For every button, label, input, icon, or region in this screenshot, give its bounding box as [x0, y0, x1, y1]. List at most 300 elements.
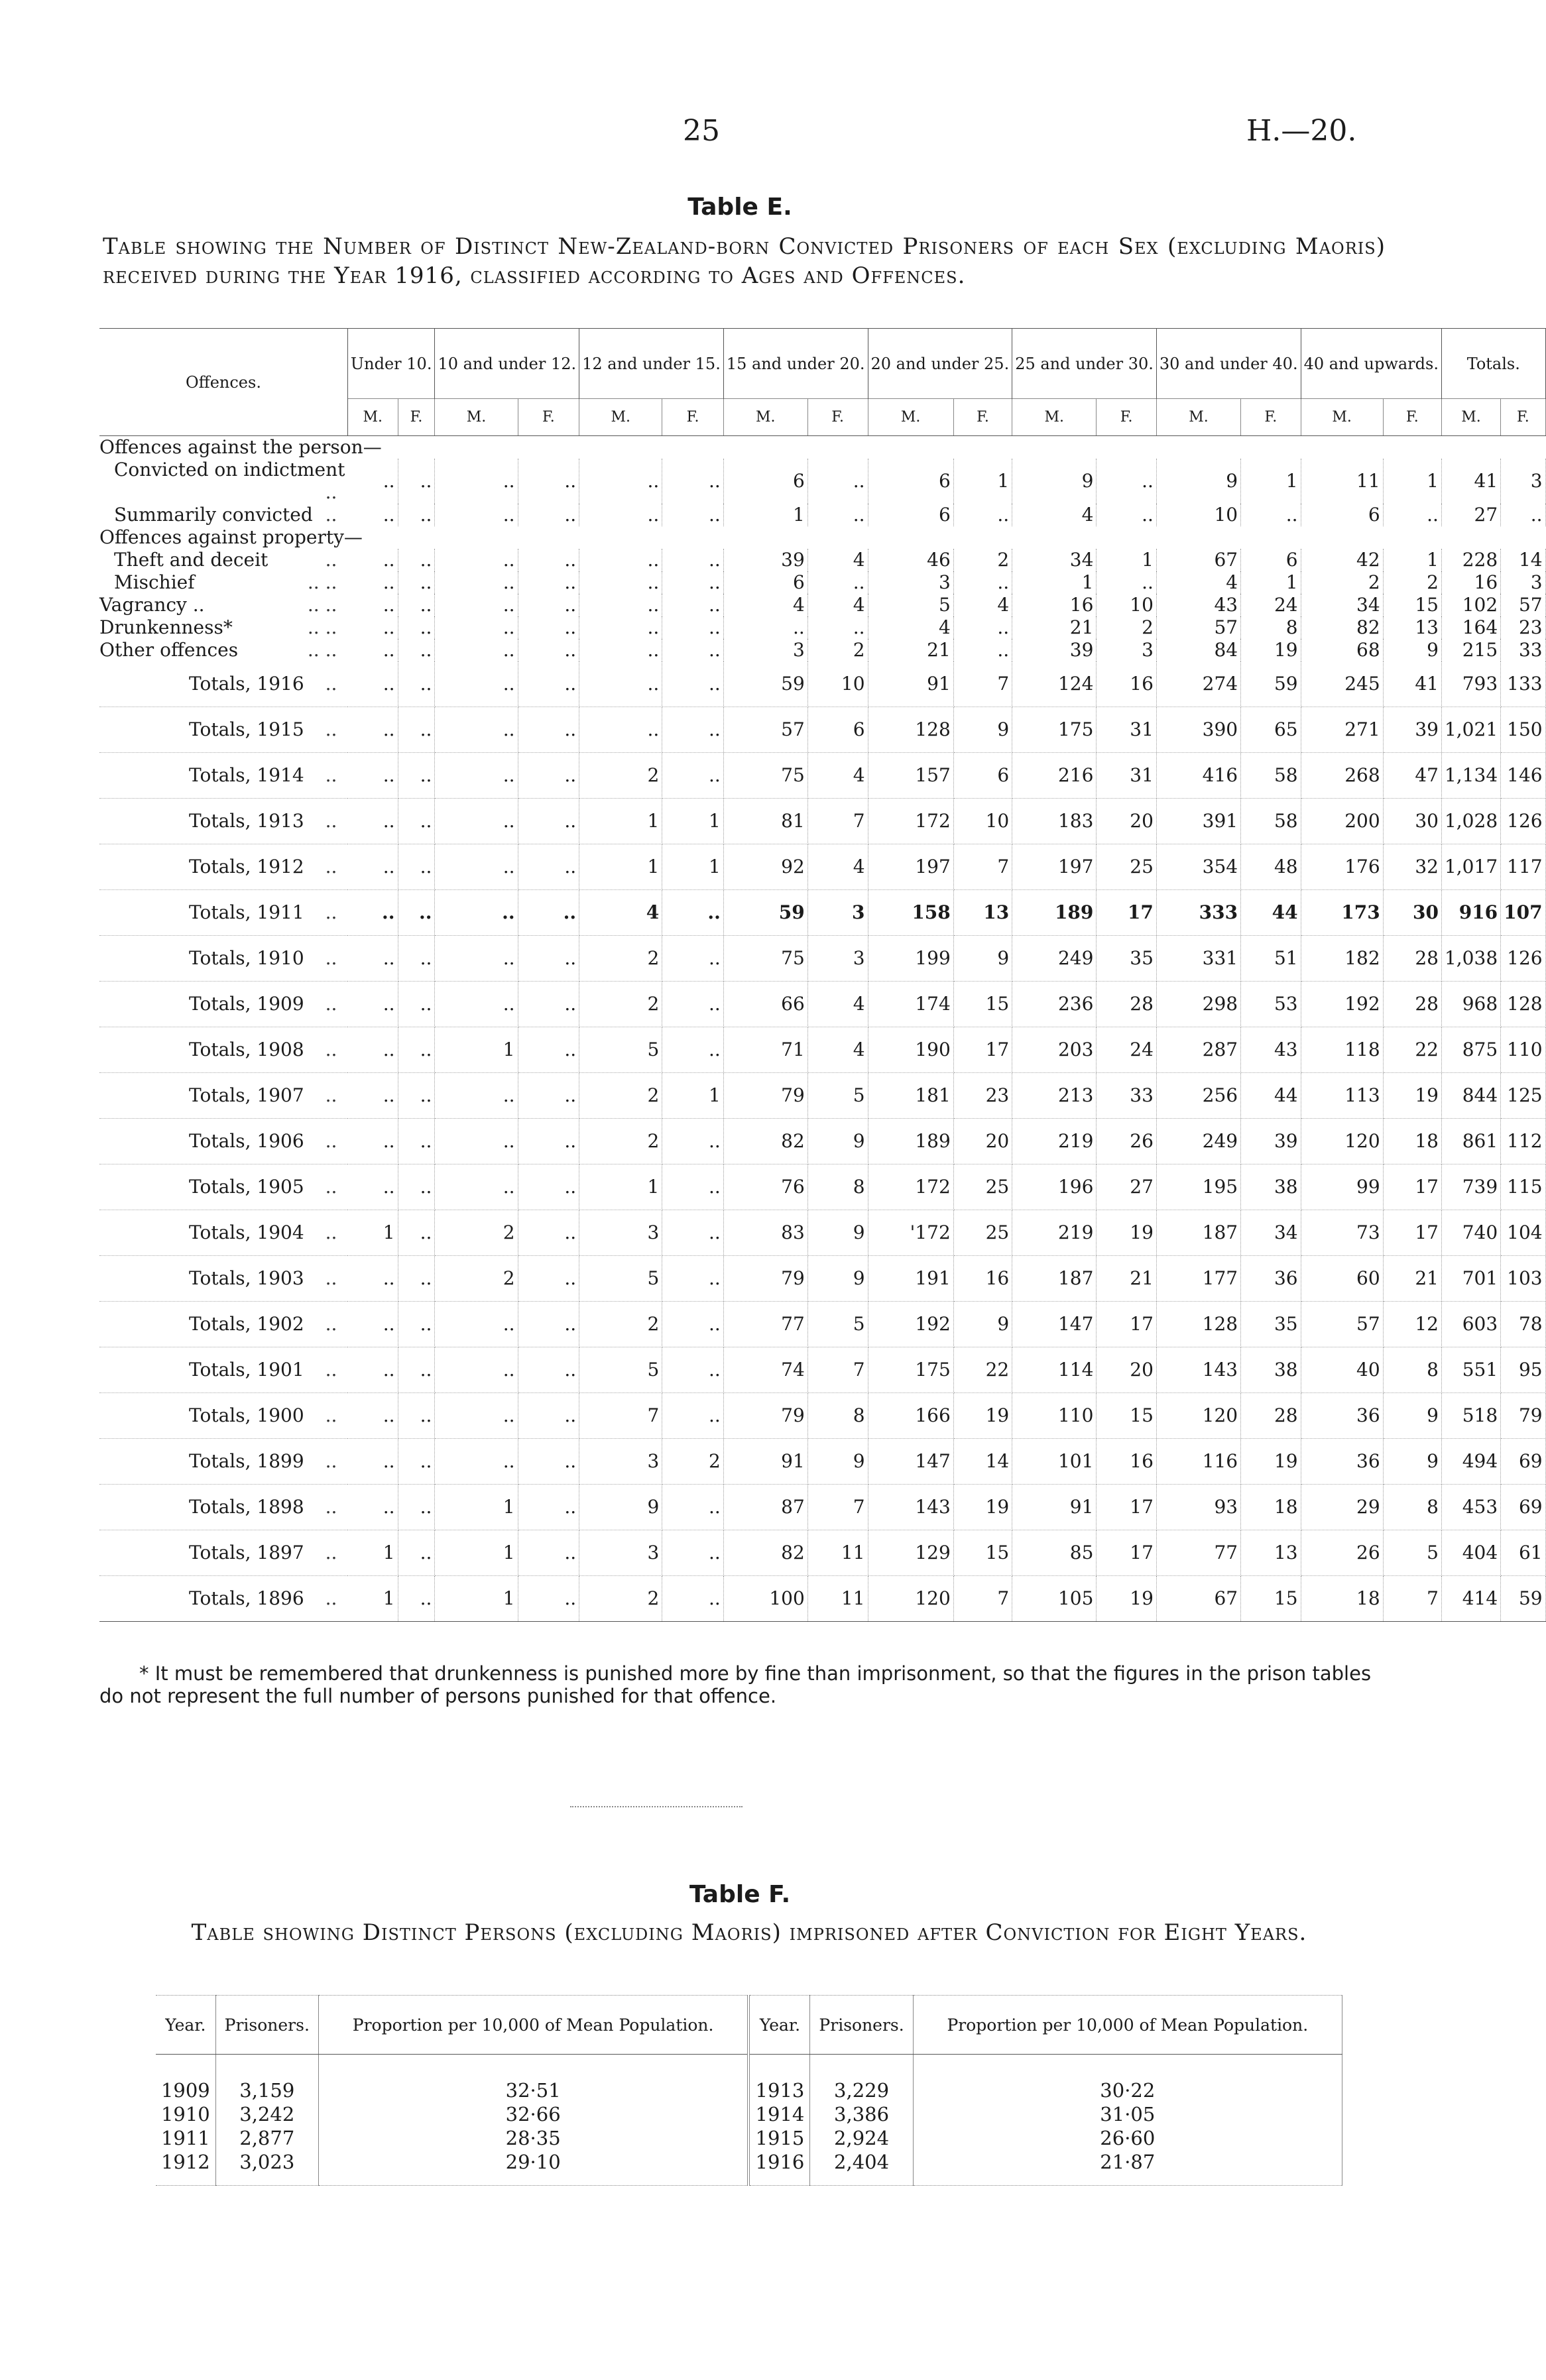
leader-dots: ..	[325, 718, 337, 740]
table-cell: ..	[347, 549, 398, 571]
table-cell: ..	[347, 1438, 398, 1484]
table-cell: 13	[1241, 1530, 1301, 1575]
leader-dots: ..	[325, 856, 337, 878]
totals-label	[99, 1118, 347, 1164]
table-cell: 110	[1501, 1027, 1545, 1072]
table-cell: 17	[1097, 1484, 1156, 1530]
table-cell: 51	[1241, 935, 1301, 981]
table-cell: ..	[435, 571, 518, 594]
totals-label-text: Totals, 1909	[189, 993, 304, 1015]
offence-row	[99, 459, 1545, 504]
table-f-cell: 32·51	[318, 2078, 748, 2102]
table-cell: 17	[1383, 1210, 1441, 1255]
table-cell: 133	[1501, 661, 1545, 707]
table-cell: 68	[1301, 639, 1383, 661]
totals-row	[99, 1255, 1545, 1301]
table-cell: 190	[868, 1027, 953, 1072]
table-cell: ..	[398, 1575, 435, 1621]
table-cell: 15	[1097, 1392, 1156, 1438]
female-column-header: F.	[1501, 399, 1545, 436]
table-cell: 2	[579, 1575, 662, 1621]
table-cell: 128	[1156, 1301, 1240, 1347]
table-cell: 215	[1441, 639, 1500, 661]
offence-label-text: Convicted on indictment	[114, 458, 345, 481]
table-cell: ..	[398, 1530, 435, 1575]
table-cell: ..	[398, 1347, 435, 1392]
table-cell: 21	[1383, 1255, 1441, 1301]
table-cell: 95	[1501, 1347, 1545, 1392]
table-cell: 9	[807, 1255, 868, 1301]
totals-row	[99, 661, 1545, 707]
table-cell: ..	[662, 1118, 724, 1164]
leader-dots: ..	[325, 1130, 337, 1152]
table-cell: ..	[518, 459, 579, 504]
table-cell: ..	[953, 571, 1012, 594]
offence-label	[99, 504, 347, 526]
table-cell: ..	[435, 1301, 518, 1347]
table-cell: 1	[723, 504, 807, 526]
table-cell: 22	[953, 1347, 1012, 1392]
table-cell: 9	[1012, 459, 1097, 504]
table-cell: ..	[662, 549, 724, 571]
totals-label-text: Totals, 1903	[189, 1267, 304, 1289]
table-cell: 61	[1501, 1530, 1545, 1575]
table-cell: ..	[1241, 504, 1301, 526]
age-group-header: 20 and under 25.	[868, 329, 1012, 399]
table-e-caption: Table showing the Number of Distinct New-Zealand-born Convicted Prisoners of each Sex (excluding Maoris) received during the Year 1916, classified according to Ages and Offences.	[103, 233, 1386, 289]
table-f-column-header: Year.	[156, 1996, 215, 2055]
table-cell: 191	[868, 1255, 953, 1301]
table-f-column-header: Proportion per 10,000 of Mean Population.	[318, 1996, 748, 2055]
table-cell: ..	[662, 571, 724, 594]
totals-label	[99, 798, 347, 844]
totals-label	[99, 1027, 347, 1072]
table-cell: ..	[347, 1027, 398, 1072]
female-column-header: F.	[807, 399, 868, 436]
document-reference: H.—20.	[1246, 114, 1357, 148]
table-cell: ..	[347, 1072, 398, 1118]
table-cell: 5	[579, 1027, 662, 1072]
table-cell: ..	[347, 1301, 398, 1347]
table-cell: 5	[807, 1301, 868, 1347]
table-cell: 9	[807, 1210, 868, 1255]
leader-dots: ..	[325, 901, 337, 923]
table-cell: 228	[1441, 549, 1500, 571]
totals-row	[99, 1301, 1545, 1347]
table-cell: 46	[868, 549, 953, 571]
totals-row	[99, 1530, 1545, 1575]
table-cell: 19	[953, 1392, 1012, 1438]
table-cell: 1	[1241, 571, 1301, 594]
table-f-cell: 2,404	[810, 2150, 913, 2186]
table-cell: ..	[435, 935, 518, 981]
table-cell: 146	[1501, 752, 1545, 798]
leader-dots: ..	[325, 1542, 337, 1563]
spacer-cell	[156, 2055, 215, 2079]
table-cell: 6	[723, 571, 807, 594]
table-cell: 1	[1097, 549, 1156, 571]
table-cell: 177	[1156, 1255, 1240, 1301]
table-cell: 1	[579, 844, 662, 889]
table-cell: ..	[347, 798, 398, 844]
table-cell: ..	[435, 981, 518, 1027]
table-cell: 16	[1097, 661, 1156, 707]
table-cell: ..	[398, 798, 435, 844]
table-cell: 124	[1012, 661, 1097, 707]
table-cell: 404	[1441, 1530, 1500, 1575]
leader-dots: ..	[325, 1221, 337, 1243]
female-column-header: F.	[1383, 399, 1441, 436]
table-cell: ..	[662, 935, 724, 981]
table-cell: ..	[398, 1210, 435, 1255]
table-cell: ..	[398, 981, 435, 1027]
table-cell: 219	[1012, 1118, 1097, 1164]
table-cell: 15	[953, 981, 1012, 1027]
table-cell: 175	[868, 1347, 953, 1392]
table-f-column-header: Prisoners.	[810, 1996, 913, 2055]
table-cell: 18	[1383, 1118, 1441, 1164]
totals-label-text: Totals, 1915	[189, 718, 304, 740]
table-cell: 298	[1156, 981, 1240, 1027]
leader-dots: ..	[325, 1313, 337, 1335]
table-cell: 65	[1241, 707, 1301, 752]
table-cell: 17	[1097, 1530, 1156, 1575]
leader-dots: ..	[325, 1450, 337, 1472]
table-cell: 120	[868, 1575, 953, 1621]
table-cell: 1	[662, 798, 724, 844]
table-cell: 196	[1012, 1164, 1097, 1210]
totals-label	[99, 1210, 347, 1255]
totals-row	[99, 981, 1545, 1027]
table-cell: ..	[347, 844, 398, 889]
table-cell: 31	[1097, 752, 1156, 798]
table-cell: ..	[579, 707, 662, 752]
table-cell: 104	[1501, 1210, 1545, 1255]
table-cell: 249	[1156, 1118, 1240, 1164]
table-cell: 331	[1156, 935, 1240, 981]
table-cell: 1	[1012, 571, 1097, 594]
leader-dots: ..	[325, 993, 337, 1015]
totals-label	[99, 1484, 347, 1530]
table-cell: 390	[1156, 707, 1240, 752]
female-column-header: F.	[518, 399, 579, 436]
totals-label-text: Totals, 1911	[189, 901, 304, 923]
table-cell: ..	[347, 707, 398, 752]
table-cell: 8	[807, 1164, 868, 1210]
leader-dots: ..	[325, 810, 337, 832]
table-cell: ..	[347, 616, 398, 639]
table-cell: 187	[1012, 1255, 1097, 1301]
table-cell: 25	[953, 1164, 1012, 1210]
table-cell: 391	[1156, 798, 1240, 844]
table-cell: ..	[518, 798, 579, 844]
offence-group-heading-row	[99, 436, 1545, 459]
table-cell: ..	[398, 935, 435, 981]
table-cell: 79	[1501, 1392, 1545, 1438]
table-cell: 7	[807, 1484, 868, 1530]
totals-row	[99, 1072, 1545, 1118]
table-cell: ..	[518, 1347, 579, 1392]
table-cell: 101	[1012, 1438, 1097, 1484]
table-cell: ..	[347, 752, 398, 798]
table-cell: 187	[1156, 1210, 1240, 1255]
totals-label	[99, 1575, 347, 1621]
table-cell: 3	[868, 571, 953, 594]
table-cell: 2	[435, 1210, 518, 1255]
table-cell: 416	[1156, 752, 1240, 798]
table-cell: 26	[1301, 1530, 1383, 1575]
table-cell: ..	[347, 1484, 398, 1530]
table-cell: ..	[347, 1392, 398, 1438]
table-cell: ..	[398, 504, 435, 526]
table-f-row	[156, 2150, 1342, 2186]
totals-label-text: Totals, 1913	[189, 810, 304, 832]
leader-dots: ..	[325, 1404, 337, 1426]
table-f-row	[156, 2078, 1342, 2102]
table-cell: 9	[953, 935, 1012, 981]
table-cell: 916	[1441, 889, 1500, 935]
male-column-header: M.	[1012, 399, 1097, 436]
male-column-header: M.	[347, 399, 398, 436]
leader-dots: ..	[325, 673, 337, 695]
table-cell: ..	[807, 459, 868, 504]
table-cell: 14	[953, 1438, 1012, 1484]
table-cell: 57	[723, 707, 807, 752]
offence-group-heading: Offences against the person—	[99, 435, 382, 458]
table-cell: 1,021	[1441, 707, 1500, 752]
table-cell: ..	[435, 661, 518, 707]
male-column-header: M.	[723, 399, 807, 436]
table-cell: ..	[662, 1530, 724, 1575]
table-cell: ..	[398, 1072, 435, 1118]
table-cell: 2	[579, 935, 662, 981]
offence-label	[99, 459, 347, 504]
table-cell: 158	[868, 889, 953, 935]
table-e-body	[99, 436, 1545, 1622]
totals-label-text: Totals, 1907	[189, 1084, 304, 1106]
table-f-cell: 29·10	[318, 2150, 748, 2186]
table-cell: ..	[347, 1118, 398, 1164]
table-cell: ..	[398, 1164, 435, 1210]
table-f-column-header: Prisoners.	[215, 1996, 318, 2055]
table-cell: 11	[807, 1575, 868, 1621]
table-cell: ..	[347, 1347, 398, 1392]
totals-label-text: Totals, 1901	[189, 1359, 304, 1381]
table-cell: 102	[1441, 594, 1500, 616]
table-cell: ..	[435, 889, 518, 935]
table-cell: 2	[579, 752, 662, 798]
spacer-row	[156, 2055, 1342, 2079]
table-cell: 36	[1301, 1392, 1383, 1438]
table-cell: 99	[1301, 1164, 1383, 1210]
table-cell: 105	[1012, 1575, 1097, 1621]
table-cell: 414	[1441, 1575, 1500, 1621]
table-cell: 4	[807, 1027, 868, 1072]
table-cell: 26	[1097, 1118, 1156, 1164]
table-cell: 197	[868, 844, 953, 889]
table-cell: ..	[662, 594, 724, 616]
table-cell: 287	[1156, 1027, 1240, 1072]
table-cell: 107	[1501, 889, 1545, 935]
male-column-header: M.	[868, 399, 953, 436]
table-cell: 110	[1012, 1392, 1097, 1438]
table-cell: ..	[807, 616, 868, 639]
table-cell: ..	[398, 616, 435, 639]
table-f-cell: 32·66	[318, 2102, 748, 2126]
table-cell: 7	[579, 1392, 662, 1438]
table-cell: ..	[518, 1027, 579, 1072]
table-cell: 249	[1012, 935, 1097, 981]
table-cell: 10	[807, 661, 868, 707]
male-column-header: M.	[1301, 399, 1383, 436]
table-cell: ..	[518, 707, 579, 752]
table-cell: 739	[1441, 1164, 1500, 1210]
table-cell: 23	[1501, 616, 1545, 639]
table-cell: 143	[1156, 1347, 1240, 1392]
totals-row	[99, 1210, 1545, 1255]
offence-label	[99, 594, 347, 616]
table-cell: 23	[953, 1072, 1012, 1118]
table-cell: 78	[1501, 1301, 1545, 1347]
table-cell: 192	[868, 1301, 953, 1347]
table-cell: 40	[1301, 1347, 1383, 1392]
table-cell: 2	[1097, 616, 1156, 639]
table-cell: 2	[579, 1072, 662, 1118]
table-cell: ..	[435, 1438, 518, 1484]
section-divider	[570, 1806, 743, 1807]
table-cell: 75	[723, 752, 807, 798]
table-cell: 14	[1501, 549, 1545, 571]
table-cell: ..	[662, 616, 724, 639]
table-cell: 15	[1383, 594, 1441, 616]
totals-label	[99, 1438, 347, 1484]
table-cell: 8	[807, 1392, 868, 1438]
table-cell: 38	[1241, 1164, 1301, 1210]
table-f-row	[156, 2102, 1342, 2126]
table-cell: ..	[579, 661, 662, 707]
table-cell: 3	[1501, 571, 1545, 594]
table-cell: ..	[398, 1301, 435, 1347]
totals-row	[99, 752, 1545, 798]
table-cell: ..	[1097, 504, 1156, 526]
table-cell: 120	[1156, 1392, 1240, 1438]
totals-label-text: Totals, 1914	[189, 764, 304, 786]
totals-label	[99, 1530, 347, 1575]
offence-label	[99, 616, 347, 639]
table-cell: 9	[1383, 1392, 1441, 1438]
table-cell: 11	[807, 1530, 868, 1575]
table-cell: 1,028	[1441, 798, 1500, 844]
table-f-caption: Table showing Distinct Persons (excluding Maoris) imprisoned after Conviction for Eight Years.	[191, 1919, 1307, 1946]
table-cell: 195	[1156, 1164, 1240, 1210]
table-cell: 19	[1383, 1072, 1441, 1118]
table-f-cell: 3,386	[810, 2102, 913, 2126]
table-cell: 2	[579, 1118, 662, 1164]
table-cell: 172	[868, 1164, 953, 1210]
page-number: 25	[683, 114, 720, 148]
table-f-cell: 1910	[156, 2102, 215, 2126]
table-cell: 39	[723, 549, 807, 571]
table-cell: ..	[662, 1484, 724, 1530]
table-cell: ..	[579, 616, 662, 639]
offence-label	[99, 571, 347, 594]
table-cell: 4	[868, 616, 953, 639]
female-column-header: F.	[1097, 399, 1156, 436]
table-cell: ..	[518, 935, 579, 981]
table-cell: ..	[435, 844, 518, 889]
table-cell: 28	[1383, 935, 1441, 981]
table-cell: 28	[1097, 981, 1156, 1027]
table-cell: 1	[579, 798, 662, 844]
table-f-title: Table F.	[689, 1881, 791, 1908]
table-f-cell: 1916	[748, 2150, 810, 2186]
table-cell: ..	[662, 1301, 724, 1347]
table-cell: 28	[1383, 981, 1441, 1027]
leader-dots: ..	[325, 503, 337, 526]
totals-row	[99, 1347, 1545, 1392]
table-cell: 164	[1441, 616, 1500, 639]
table-cell: ..	[398, 639, 435, 661]
table-cell: 4	[807, 752, 868, 798]
table-cell: 4	[807, 844, 868, 889]
table-f-body	[156, 2055, 1342, 2186]
totals-label-text: Totals, 1905	[189, 1176, 304, 1198]
table-cell: 256	[1156, 1072, 1240, 1118]
spacer-cell	[748, 2055, 810, 2079]
table-cell: 20	[1097, 798, 1156, 844]
table-cell: 9	[953, 1301, 1012, 1347]
table-cell: 27	[1441, 504, 1500, 526]
table-cell: 17	[1383, 1164, 1441, 1210]
table-cell: 44	[1241, 1072, 1301, 1118]
table-cell: 7	[807, 798, 868, 844]
table-cell: ..	[398, 571, 435, 594]
table-cell: 15	[1241, 1575, 1301, 1621]
leader-dots: ..	[325, 1496, 337, 1518]
totals-label-text: Totals, 1904	[189, 1221, 304, 1243]
table-cell: 1	[347, 1210, 398, 1255]
table-cell: ..	[518, 889, 579, 935]
table-cell: 126	[1501, 798, 1545, 844]
table-cell: ..	[518, 1575, 579, 1621]
table-cell: 114	[1012, 1347, 1097, 1392]
table-cell: 236	[1012, 981, 1097, 1027]
table-cell: ..	[662, 1575, 724, 1621]
table-cell: 71	[723, 1027, 807, 1072]
table-cell: 5	[1383, 1530, 1441, 1575]
table-cell: ..	[953, 616, 1012, 639]
table-cell: 82	[723, 1118, 807, 1164]
table-cell: 9	[1383, 639, 1441, 661]
offence-label-text: Theft and deceit	[114, 548, 268, 571]
table-cell: 39	[1241, 1118, 1301, 1164]
table-cell: 6	[868, 504, 953, 526]
table-cell: ..	[435, 707, 518, 752]
offence-label	[99, 639, 347, 661]
table-cell: 27	[1097, 1164, 1156, 1210]
leader-dots: .. ..	[307, 593, 337, 616]
leader-dots: ..	[325, 1039, 337, 1060]
table-f-cell: 1911	[156, 2126, 215, 2150]
table-cell: ..	[518, 1530, 579, 1575]
table-cell: 7	[953, 661, 1012, 707]
age-group-header: 15 and under 20.	[723, 329, 868, 399]
table-cell: 189	[1012, 889, 1097, 935]
age-group-header: 10 and under 12.	[435, 329, 579, 399]
totals-label	[99, 1347, 347, 1392]
offence-label-text: Drunkenness*	[99, 616, 233, 638]
table-cell: 354	[1156, 844, 1240, 889]
